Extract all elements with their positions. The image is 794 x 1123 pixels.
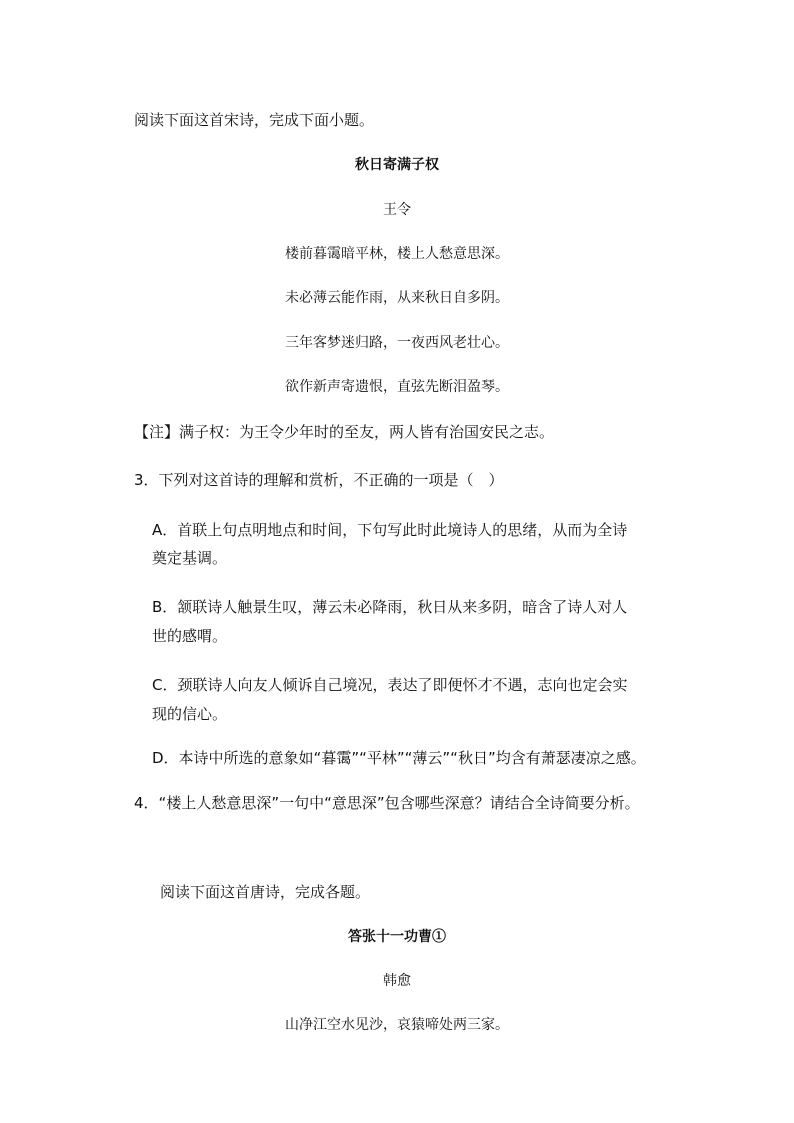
section2-intro: 阅读下面这首唐诗，完成各题。 — [160, 883, 371, 901]
poem2-title: 答张十一功曹① — [348, 929, 446, 945]
poem1-author: 王令 — [383, 202, 411, 218]
q3-option-b-line2: 世的感喟。 — [152, 627, 228, 645]
q3-option-c-line1: C．颈联诗人向友人倾诉自己境况，表达了即便怀才不遇，志向也定会实 — [152, 676, 628, 694]
section1-intro: 阅读下面这首宋诗，完成下面小题。 — [134, 111, 375, 129]
poem2-author: 韩愈 — [383, 973, 411, 989]
poem1-line-2: 未必薄云能作雨，从来秋日自多阴。 — [285, 290, 509, 306]
q3-option-b-line1: B．颔联诗人触景生叹，薄云未必降雨，秋日从来多阴，暗含了诗人对人 — [152, 598, 628, 616]
q3-option-a-line2: 奠定基调。 — [152, 549, 228, 567]
poem1-line-1: 楼前暮霭暗平林，楼上人愁意思深。 — [285, 246, 509, 262]
q3-option-a-line1: A．首联上句点明地点和时间，下句写此时此境诗人的思绪，从而为全诗 — [152, 521, 628, 539]
poem2-line-1: 山净江空水见沙，哀猿啼处两三家。 — [285, 1017, 509, 1033]
q4-stem: 4．“楼上人愁意思深”一句中“意思深”包含哪些深意？请结合全诗简要分析。 — [134, 794, 640, 812]
q3-option-c-line2: 现的信心。 — [152, 705, 228, 723]
poem1-note: 【注】满子权：为王令少年时的至友，两人皆有治国安民之志。 — [134, 423, 555, 441]
poem1-line-4: 欲作新声寄遗恨，直弦先断泪盈琴。 — [285, 379, 509, 395]
q3-stem: 3．下列对这首诗的理解和赏析，不正确的一项是（ ） — [134, 471, 504, 489]
poem1-line-3: 三年客梦迷归路，一夜西风老壮心。 — [285, 335, 509, 351]
q3-option-d: D．本诗中所选的意象如“暮霭”“平林”“薄云”“秋日”均含有萧瑟凄凉之感。 — [152, 749, 646, 767]
poem1-title: 秋日寄满子权 — [355, 157, 439, 173]
